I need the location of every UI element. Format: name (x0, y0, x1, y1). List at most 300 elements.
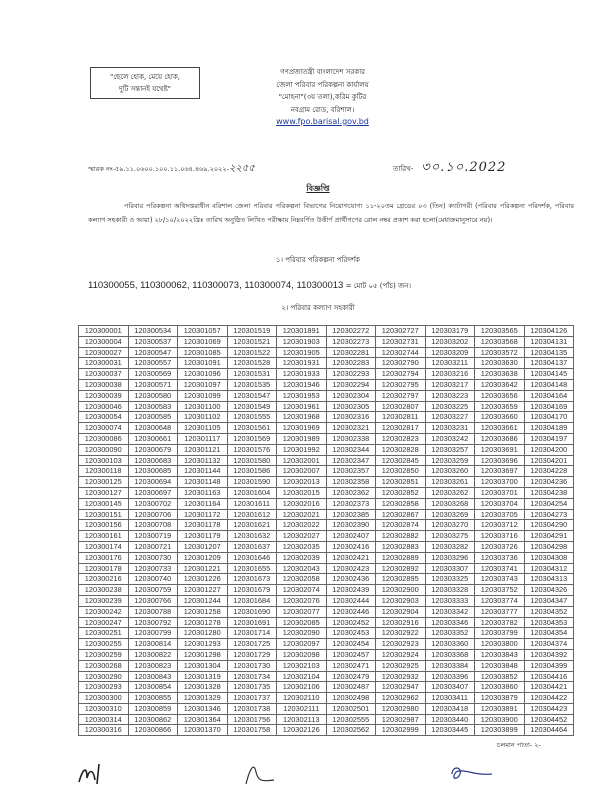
roll-number-cell: 120303700 (475, 477, 525, 488)
roll-number-cell: 120303411 (425, 693, 475, 704)
notice-paragraph: পরিবার পরিকল্পনা অধিদপ্তরাধীন বরিশাল জেলা পরিবার পরিকল্পনা বিভাগের নিয়োগযোগ্য ১১-২০তম গ্রেডের ০৩ (তিন) ক্যাটাগরী (পরিবার পরিকল্পনা পরিদর্শক, পরিবার কল্যাণ সহকারী ও আয়া) ২৮/১০/২০২২খ্রিঃ তারিখ অনুষ্ঠিত লিখিত পরীক্ষায় নিম্নবর্ণিত উত্তীর্ণ প্রার্থীগণের রোল নম্বর প্রকাশ করা হলো(মেধাক্রমানুসারে নয়)। (88, 202, 574, 224)
roll-number-cell: 120300314 (79, 714, 129, 725)
roll-number-cell: 120300721 (128, 541, 178, 552)
roll-number-cell: 120301684 (227, 595, 277, 606)
roll-number-cell: 120300316 (79, 725, 129, 736)
roll-number-cell: 120303346 (425, 617, 475, 628)
roll-number-cell: 120303741 (475, 563, 525, 574)
roll-number-cell: 120303368 (425, 649, 475, 660)
roll-number-cell: 120300156 (79, 520, 129, 531)
table-row (79, 725, 574, 736)
roll-number-cell: 120301632 (227, 531, 277, 542)
roll-number-cell: 120300708 (128, 520, 178, 531)
roll-number-cell: 120300239 (79, 595, 129, 606)
roll-number-cell: 120302272 (326, 326, 376, 337)
roll-number-cell: 120302501 (326, 703, 376, 714)
roll-number-cell: 120302273 (326, 336, 376, 347)
roll-number-cell: 120303848 (475, 660, 525, 671)
roll-number-cell: 120302385 (326, 509, 376, 520)
table-row (79, 412, 574, 423)
roll-number-cell: 120303879 (475, 693, 525, 704)
roll-number-cell: 120301673 (227, 574, 277, 585)
roll-number-cell: 120302043 (277, 563, 327, 574)
roll-number-cell: 120302811 (376, 412, 426, 423)
roll-number-cell: 120302962 (376, 693, 426, 704)
section1-rolls (88, 280, 411, 292)
roll-number-cell: 120301646 (227, 552, 277, 563)
roll-number-cell: 120301319 (178, 671, 228, 682)
roll-number-cell: 120303396 (425, 671, 475, 682)
roll-number-cell: 120301096 (178, 369, 228, 380)
roll-number-cell: 120302344 (326, 444, 376, 455)
roll-number-cell: 120302293 (326, 369, 376, 380)
roll-number-cell: 120300127 (79, 487, 129, 498)
roll-number-cell: 120301522 (227, 347, 277, 358)
roll-number-cell: 120300799 (128, 628, 178, 639)
roll-number-cell: 120302823 (376, 433, 426, 444)
roll-number-cell: 120300583 (128, 401, 178, 412)
roll-number-cell: 120304423 (524, 703, 574, 714)
roll-number-cell: 120301576 (227, 444, 277, 455)
roll-number-cell: 120301714 (227, 628, 277, 639)
roll-number-cell: 120304374 (524, 639, 574, 650)
table-row (79, 326, 574, 337)
signature-right (446, 762, 496, 786)
table-row (79, 714, 574, 725)
roll-number-cell: 120302479 (326, 671, 376, 682)
roll-number-cell: 120303716 (475, 531, 525, 542)
table-row (79, 693, 574, 704)
roll-number-cell: 120301105 (178, 423, 228, 434)
roll-number-cell: 120302498 (326, 693, 376, 704)
memo-label: স্মারক নং-৫৯.১১.০৬০০.১০০.১১.০৬৪.৪৬৯.২০২২- (88, 165, 229, 173)
roll-number-cell: 120300766 (128, 595, 178, 606)
roll-table (78, 325, 574, 736)
roll-number-cell: 120300788 (128, 606, 178, 617)
roll-number-cell: 120304169 (524, 401, 574, 412)
roll-number-cell: 120302731 (376, 336, 426, 347)
roll-number-cell: 120301178 (178, 520, 228, 531)
roll-number-cell: 120303696 (475, 455, 525, 466)
roll-number-cell: 120303726 (475, 541, 525, 552)
roll-number-cell: 120301535 (227, 379, 277, 390)
roll-number-cell: 120301085 (178, 347, 228, 358)
table-row (79, 703, 574, 714)
office-name: জেলা পরিবার পরিকল্পনা কার্যালয় (276, 80, 369, 89)
roll-number-cell: 120300103 (79, 455, 129, 466)
table-row (79, 585, 574, 596)
roll-number-cell: 120302022 (277, 520, 327, 531)
roll-number-cell: 120302444 (326, 595, 376, 606)
roll-number-cell: 120301121 (178, 444, 228, 455)
roll-number-cell: 120300679 (128, 444, 178, 455)
roll-number-cell: 120304238 (524, 487, 574, 498)
roll-number-cell: 120303342 (425, 606, 475, 617)
roll-number-cell: 120303661 (475, 423, 525, 434)
roll-number-cell: 120303440 (425, 714, 475, 725)
roll-number-cell: 120303565 (475, 326, 525, 337)
roll-number-cell: 120304228 (524, 466, 574, 477)
roll-number-cell: 120302471 (326, 660, 376, 671)
roll-number-cell: 120302851 (376, 477, 426, 488)
continued-note: চলমান পাতা- ২- (497, 741, 541, 749)
roll-number-cell: 120300648 (128, 423, 178, 434)
roll-number-cell: 120304452 (524, 714, 574, 725)
roll-number-cell: 120302076 (277, 595, 327, 606)
roll-number-cell: 120304290 (524, 520, 574, 531)
roll-number-cell: 120302904 (376, 606, 426, 617)
roll-number-cell: 120302021 (277, 509, 327, 520)
roll-number-cell: 120304354 (524, 628, 574, 639)
roll-number-cell: 120302980 (376, 703, 426, 714)
roll-number-cell: 120301328 (178, 682, 228, 693)
roll-number-cell: 120302357 (326, 466, 376, 477)
roll-number-cell: 120304399 (524, 660, 574, 671)
roll-number-cell: 120302858 (376, 498, 426, 509)
table-row (79, 595, 574, 606)
roll-number-cell: 120302797 (376, 390, 426, 401)
roll-number-cell: 120303686 (475, 433, 525, 444)
table-row (79, 336, 574, 347)
roll-number-cell: 120303418 (425, 703, 475, 714)
roll-number-cell: 120302807 (376, 401, 426, 412)
memo-number (88, 161, 255, 178)
section1-total: = মোট ০৫ (পাঁচ) জন। (343, 282, 411, 290)
roll-number-cell: 120300661 (128, 433, 178, 444)
roll-number-cell: 120302452 (326, 617, 376, 628)
roll-number-cell: 120303777 (475, 606, 525, 617)
roll-number-cell: 120300125 (79, 477, 129, 488)
roll-number-cell: 120301227 (178, 585, 228, 596)
roll-number-cell: 120300814 (128, 639, 178, 650)
roll-number-cell: 120302900 (376, 585, 426, 596)
roll-number-cell: 120300706 (128, 509, 178, 520)
roll-number-cell: 120300862 (128, 714, 178, 725)
roll-number-cell: 120304298 (524, 541, 574, 552)
roll-number-cell: 120302987 (376, 714, 426, 725)
roll-number-cell: 120304308 (524, 552, 574, 563)
roll-number-cell: 120301148 (178, 477, 228, 488)
roll-number-cell: 120303282 (425, 541, 475, 552)
roll-number-cell: 120303899 (475, 725, 525, 736)
roll-number-cell: 120301244 (178, 595, 228, 606)
roll-number-cell: 120300792 (128, 617, 178, 628)
roll-number-cell: 120301604 (227, 487, 277, 498)
roll-number-cell: 120302874 (376, 520, 426, 531)
roll-number-cell: 120300145 (79, 498, 129, 509)
roll-number-cell: 120301258 (178, 606, 228, 617)
roll-number-cell: 120300733 (128, 563, 178, 574)
roll-number-cell: 120301729 (227, 649, 277, 660)
roll-number-cell: 120302744 (376, 347, 426, 358)
roll-number-cell: 120301691 (227, 617, 277, 628)
roll-number-cell: 120303262 (425, 487, 475, 498)
date (393, 158, 506, 179)
roll-number-cell: 120303259 (425, 455, 475, 466)
roll-number-cell: 120300290 (79, 671, 129, 682)
roll-number-cell: 120303257 (425, 444, 475, 455)
roll-number-cell: 120303307 (425, 563, 475, 574)
roll-number-cell: 120303211 (425, 358, 475, 369)
roll-number-cell: 120303268 (425, 498, 475, 509)
roll-number-cell: 120302077 (277, 606, 327, 617)
roll-number-cell: 120300823 (128, 660, 178, 671)
roll-number-cell: 120300004 (79, 336, 129, 347)
roll-number-cell: 120302103 (277, 660, 327, 671)
roll-number-cell: 120304201 (524, 455, 574, 466)
roll-number-cell: 120303275 (425, 531, 475, 542)
roll-number-cell: 120302925 (376, 660, 426, 671)
roll-number-cell: 120302110 (277, 693, 327, 704)
roll-number-cell: 120300740 (128, 574, 178, 585)
roll-number-cell: 120301531 (227, 369, 277, 380)
roll-number-cell: 120302106 (277, 682, 327, 693)
roll-number-cell: 120302947 (376, 682, 426, 693)
roll-number-cell: 120303843 (475, 649, 525, 660)
roll-number-cell: 120303209 (425, 347, 475, 358)
roll-number-cell: 120300176 (79, 552, 129, 563)
roll-number-cell: 120301549 (227, 401, 277, 412)
office-building: "মোহনা"(৩য় তলা),করিম কুটির (278, 93, 367, 101)
roll-number-cell: 120304254 (524, 498, 574, 509)
roll-number-cell: 120301117 (178, 433, 228, 444)
table-row (79, 369, 574, 380)
roll-number-cell: 120301100 (178, 401, 228, 412)
roll-number-cell: 120304135 (524, 347, 574, 358)
roll-number-cell: 120302027 (277, 531, 327, 542)
roll-number-cell: 120300866 (128, 725, 178, 736)
table-row (79, 347, 574, 358)
roll-number-cell: 120302850 (376, 466, 426, 477)
roll-number-cell: 120303701 (475, 487, 525, 498)
roll-number-cell: 120304392 (524, 649, 574, 660)
roll-number-cell: 120303179 (425, 326, 475, 337)
roll-number-cell: 120301735 (227, 682, 277, 693)
roll-number-cell: 120300310 (79, 703, 129, 714)
roll-number-cell: 120301756 (227, 714, 277, 725)
roll-number-cell: 120303852 (475, 671, 525, 682)
roll-number-cell: 120301144 (178, 466, 228, 477)
roll-number-cell: 120303202 (425, 336, 475, 347)
roll-number-cell: 120302453 (326, 628, 376, 639)
table-row (79, 477, 574, 488)
roll-number-cell: 120302390 (326, 520, 376, 531)
roll-number-cell: 120302828 (376, 444, 426, 455)
roll-number-cell: 120302013 (277, 477, 327, 488)
roll-number-cell: 120301057 (178, 326, 228, 337)
roll-number-cell: 120302446 (326, 606, 376, 617)
roll-number-cell: 120303704 (475, 498, 525, 509)
roll-number-cell: 120301725 (227, 639, 277, 650)
roll-number-cell: 120303333 (425, 595, 475, 606)
roll-number-cell: 120303223 (425, 390, 475, 401)
roll-number-cell: 120300702 (128, 498, 178, 509)
roll-number-cell: 120302098 (277, 649, 327, 660)
table-row (79, 498, 574, 509)
roll-number-cell: 120300255 (79, 639, 129, 650)
roll-number-cell: 120301172 (178, 509, 228, 520)
roll-number-cell: 120303328 (425, 585, 475, 596)
roll-number-cell: 120303296 (425, 552, 475, 563)
roll-number-cell: 120301102 (178, 412, 228, 423)
roll-number-cell: 120301179 (178, 531, 228, 542)
roll-number-cell: 120304148 (524, 379, 574, 390)
roll-number-cell: 120301992 (277, 444, 327, 455)
roll-number-cell: 120301738 (227, 703, 277, 714)
roll-number-cell: 120304197 (524, 433, 574, 444)
website-link[interactable]: www.fpo.barisal.gov.bd (276, 117, 369, 126)
roll-number-cell: 120302085 (277, 617, 327, 628)
govt-name: গণপ্রজাতন্ত্রী বাংলাদেশ সরকার (280, 68, 365, 76)
table-row (79, 433, 574, 444)
roll-number-cell: 120301132 (178, 455, 228, 466)
roll-number-cell: 120300001 (79, 326, 129, 337)
roll-number-cell: 120304312 (524, 563, 574, 574)
roll-number-cell: 120302362 (326, 487, 376, 498)
section1-roll-list: 110300055, 110300062, 110300073, 110300074, 110300013 (88, 280, 344, 291)
roll-number-cell: 120303217 (425, 379, 475, 390)
roll-number-cell: 120302338 (326, 433, 376, 444)
roll-number-cell: 120301163 (178, 487, 228, 498)
roll-number-cell: 120302889 (376, 552, 426, 563)
roll-number-cell: 120302347 (326, 455, 376, 466)
roll-number-cell: 120301207 (178, 541, 228, 552)
roll-number-cell: 120303743 (475, 574, 525, 585)
roll-number-cell: 120300697 (128, 487, 178, 498)
table-row (79, 466, 574, 477)
roll-number-cell: 120303660 (475, 412, 525, 423)
roll-number-cell: 120301555 (227, 412, 277, 423)
roll-number-cell: 120300161 (79, 531, 129, 542)
roll-number-cell: 120300046 (79, 401, 129, 412)
roll-number-cell: 120302817 (376, 423, 426, 434)
table-row (79, 671, 574, 682)
roll-number-cell: 120300178 (79, 563, 129, 574)
roll-number-cell: 120302416 (326, 541, 376, 552)
roll-number-cell: 120304189 (524, 423, 574, 434)
roll-number-cell: 120302790 (376, 358, 426, 369)
roll-number-cell: 120300259 (79, 649, 129, 660)
roll-number-cell: 120302922 (376, 628, 426, 639)
roll-number-cell: 120302039 (277, 552, 327, 563)
signature-left (75, 760, 115, 788)
roll-number-cell: 120301590 (227, 477, 277, 488)
roll-number-cell: 120301346 (178, 703, 228, 714)
roll-number-cell: 120301905 (277, 347, 327, 358)
roll-number-cell: 120300854 (128, 682, 178, 693)
table-row (79, 639, 574, 650)
roll-number-cell: 120304131 (524, 336, 574, 347)
roll-number-cell: 120301209 (178, 552, 228, 563)
roll-number-cell: 120303712 (475, 520, 525, 531)
roll-number-cell: 120300074 (79, 423, 129, 434)
roll-number-cell: 120301969 (277, 423, 327, 434)
roll-number-cell: 120301734 (227, 671, 277, 682)
roll-number-cell: 120301931 (277, 358, 327, 369)
roll-number-cell: 120303659 (475, 401, 525, 412)
roll-number-cell: 120303774 (475, 595, 525, 606)
roll-number-cell: 120302916 (376, 617, 426, 628)
roll-number-cell: 120301946 (277, 379, 327, 390)
roll-number-cell: 120301364 (178, 714, 228, 725)
roll-number-cell: 120303799 (475, 628, 525, 639)
roll-number-cell: 120301226 (178, 574, 228, 585)
roll-number-cell: 120300031 (79, 358, 129, 369)
roll-number-cell: 120302457 (326, 649, 376, 660)
roll-number-cell: 120304170 (524, 412, 574, 423)
roll-number-cell: 120302104 (277, 671, 327, 682)
roll-number-cell: 120302439 (326, 585, 376, 596)
roll-number-cell: 120301586 (227, 466, 277, 477)
roll-number-cell: 120300569 (128, 369, 178, 380)
roll-number-cell: 120300247 (79, 617, 129, 628)
roll-number-cell: 120301730 (227, 660, 277, 671)
roll-number-cell: 120301637 (227, 541, 277, 552)
roll-number-cell: 120302090 (277, 628, 327, 639)
table-row (79, 390, 574, 401)
table-row (79, 401, 574, 412)
roll-number-cell: 120301903 (277, 336, 327, 347)
roll-number-cell: 120300251 (79, 628, 129, 639)
roll-number-cell: 120303270 (425, 520, 475, 531)
roll-number-cell: 120304422 (524, 693, 574, 704)
roll-number-cell: 120301099 (178, 390, 228, 401)
roll-number-cell: 120301370 (178, 725, 228, 736)
table-row (79, 531, 574, 542)
roll-number-cell: 120304200 (524, 444, 574, 455)
roll-number-cell: 120300685 (128, 466, 178, 477)
roll-number-cell: 120301655 (227, 563, 277, 574)
table-row (79, 455, 574, 466)
roll-number-cell: 120304236 (524, 477, 574, 488)
roll-number-cell: 120302883 (376, 541, 426, 552)
roll-number-cell: 120303260 (425, 466, 475, 477)
roll-number-cell: 120302113 (277, 714, 327, 725)
roll-number-cell: 120300571 (128, 379, 178, 390)
memo-handwritten: ২২৫৫ (228, 163, 255, 174)
roll-number-cell: 120302283 (326, 358, 376, 369)
roll-number-cell: 120302892 (376, 563, 426, 574)
roll-number-cell: 120304164 (524, 390, 574, 401)
roll-number-cell: 120302727 (376, 326, 426, 337)
roll-number-cell: 120303384 (425, 660, 475, 671)
roll-number-cell: 120300730 (128, 552, 178, 563)
table-row (79, 574, 574, 585)
roll-number-cell: 120302895 (376, 574, 426, 585)
roll-number-cell: 120302358 (326, 477, 376, 488)
roll-number-cell: 120302487 (326, 682, 376, 693)
table-row (79, 541, 574, 552)
roll-number-cell: 120300683 (128, 455, 178, 466)
roll-number-cell: 120303227 (425, 412, 475, 423)
roll-number-cell: 120302007 (277, 466, 327, 477)
roll-number-cell: 120303231 (425, 423, 475, 434)
roll-number-cell: 120301091 (178, 358, 228, 369)
roll-number-cell: 120301561 (227, 423, 277, 434)
roll-number-cell: 120303697 (475, 466, 525, 477)
roll-number-cell: 120300580 (128, 390, 178, 401)
roll-number-cell: 120303800 (475, 639, 525, 650)
roll-number-cell: 120303860 (475, 682, 525, 693)
roll-number-cell: 120300534 (128, 326, 178, 337)
roll-number-cell: 120303691 (475, 444, 525, 455)
table-row (79, 617, 574, 628)
roll-number-cell: 120301679 (227, 585, 277, 596)
slogan-box (90, 67, 200, 99)
roll-number-cell: 120301891 (277, 326, 327, 337)
roll-number-cell: 120302932 (376, 671, 426, 682)
roll-number-cell: 120303891 (475, 703, 525, 714)
